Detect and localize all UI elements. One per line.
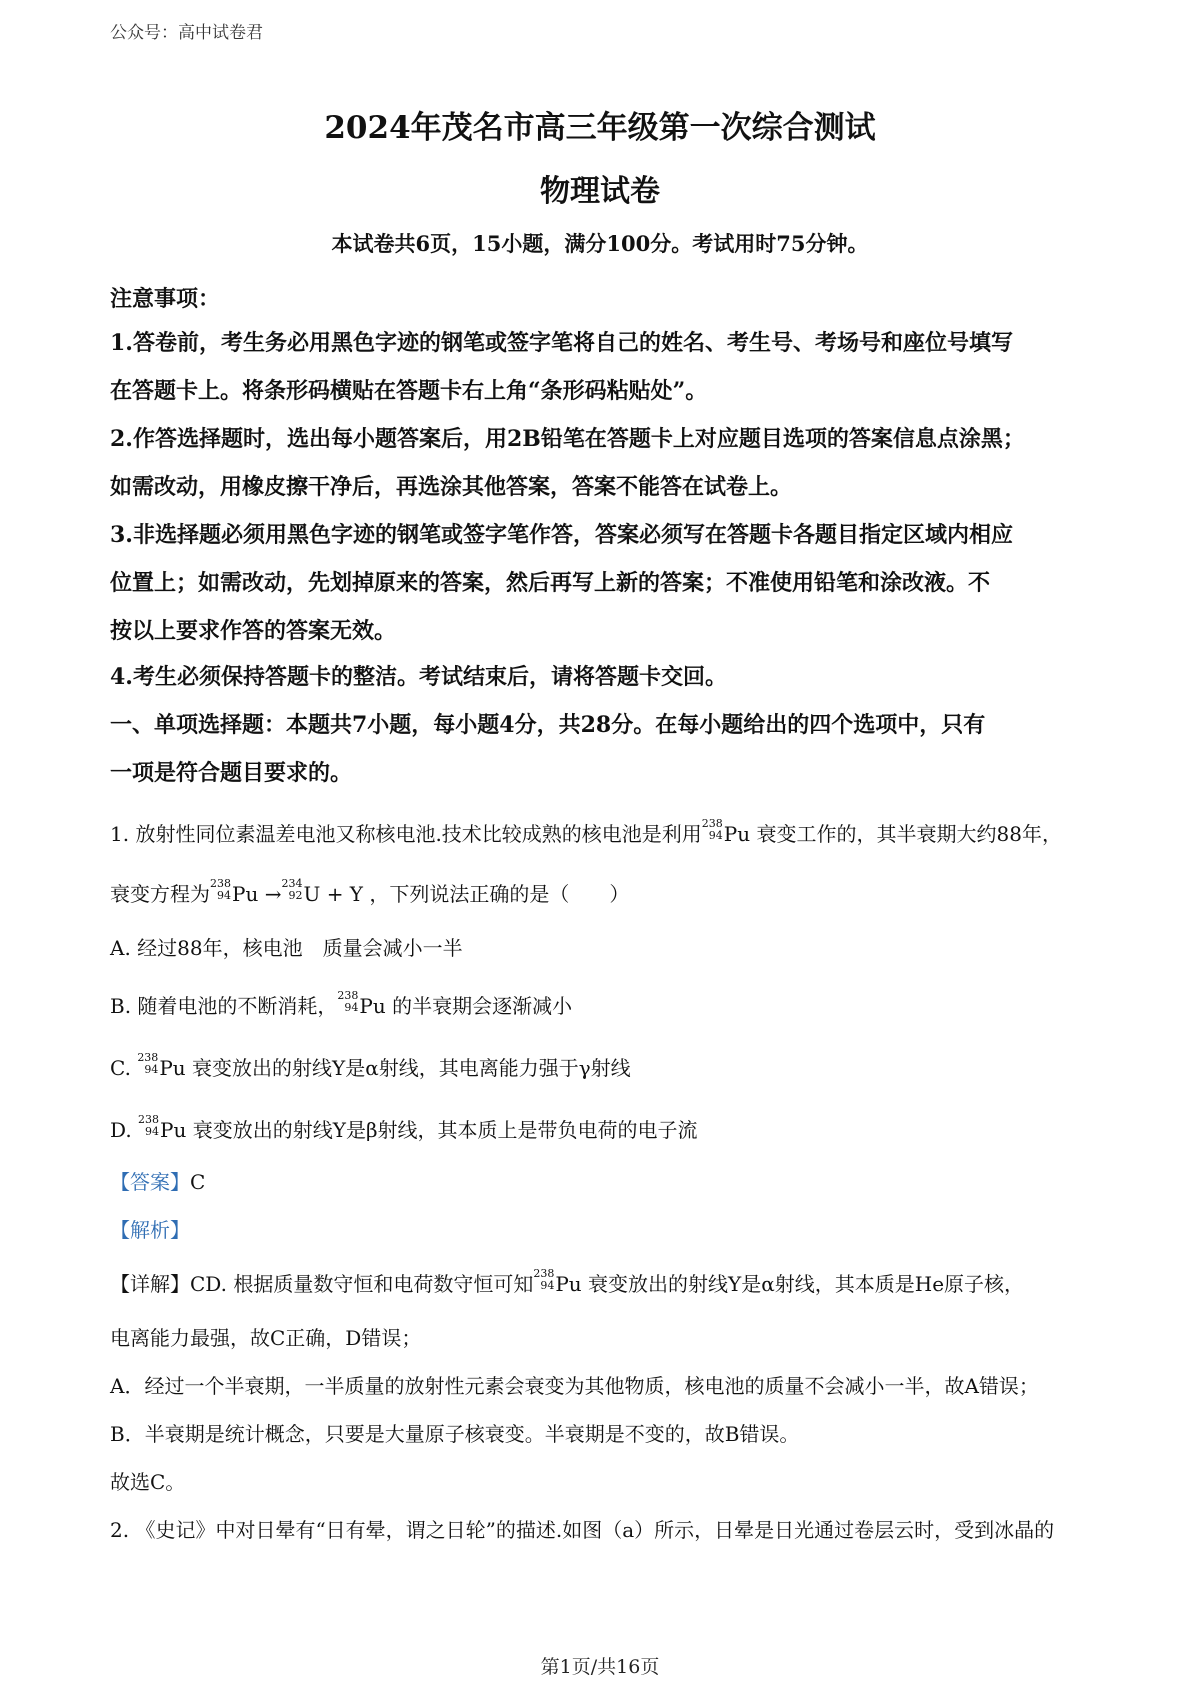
section-heading: 一项是符合题目要求的。 — [110, 760, 353, 786]
answer-label: 【答案】 — [110, 1170, 190, 1194]
notice-line: 1.答卷前，考生务必用黑色字迹的钢笔或签字笔将自己的姓名、考生号、考场号和座位号填写 — [110, 330, 1013, 356]
analysis-label: 【解析】 — [110, 1218, 190, 1242]
detail-line-1: 【详解】CD. 根据质量数守恒和电荷数守恒可知 238 94 Pu 衰变放出的射线Y是α射线，其本质是He原子核， — [110, 1266, 1025, 1296]
detail-line-5: 故选C。 — [110, 1470, 186, 1494]
detail-line-2: 电离能力最强，故C正确，D错误； — [110, 1326, 422, 1350]
answer-value: C — [190, 1170, 206, 1194]
notice-line: 位置上；如需改动，先划掉原来的答案，然后再写上新的答案；不准使用铅笔和涂改液。不 — [110, 570, 991, 596]
page-header: 公众号：高中试卷君 — [110, 23, 263, 43]
option-d: D. 238 94 Pu 衰变放出的射线Y是β射线，其本质上是带负电荷的电子流 — [110, 1112, 698, 1142]
exam-subtitle: 物理试卷 — [540, 174, 660, 209]
detail-line-3: A．经过一个半衰期，一半质量的放射性元素会衰变为其他物质，核电池的质量不会减小一半，故A错误； — [110, 1374, 1039, 1398]
question-1-stem — [110, 818, 1062, 848]
answer-line — [110, 1166, 205, 1195]
option-c: C. 238 94 Pu 衰变放出的射线Y是α射线，其电离能力强于γ射线 — [110, 1050, 631, 1080]
nuclide-pu: 238 94 Pu — [138, 1112, 187, 1142]
exam-title: 2024年茂名市高三年级第一次综合测试 — [324, 110, 876, 146]
section-heading: 一、单项选择题：本题共7小题，每小题4分，共28分。在每小题给出的四个选项中，只有 — [110, 712, 986, 738]
notice-line: 按以上要求作答的答案无效。 — [110, 618, 397, 644]
notice-heading: 注意事项： — [110, 286, 221, 312]
question-1-equation — [110, 878, 629, 908]
q1-text: 衰变工作的，其半衰期大约88年， — [756, 822, 1062, 846]
page-footer: 第1页/共16页 — [540, 1656, 660, 1678]
nuclide-pu: 238 94 Pu — [701, 816, 751, 846]
notice-line: 4.考生必须保持答题卡的整洁。考试结束后，请将答题卡交回。 — [110, 664, 727, 690]
option-b: B. 随着电池的不断消耗， 238 94 Pu 的半衰期会逐渐减小 — [110, 988, 573, 1018]
q1-text: ，下列说法正确的是（ ） — [369, 882, 630, 906]
arrow: → — [264, 882, 282, 906]
notice-line: 2.作答选择题时，选出每小题答案后，用2B铅笔在答题卡上对应题目选项的答案信息点涂黑； — [110, 426, 1025, 452]
notice-line: 在答题卡上。将条形码横贴在答题卡右上角“条形码粘贴处”。 — [110, 378, 708, 404]
nuclide-u: 234 92 U — [281, 876, 321, 906]
detail-line-4: B．半衰期是统计概念，只要是大量原子核衰变。半衰期是不变的，故B错误。 — [110, 1422, 800, 1446]
notice-line: 如需改动，用橡皮擦干净后，再选涂其他答案，答案不能答在试卷上。 — [110, 474, 793, 500]
q1-text: + Y — [326, 882, 364, 906]
notice-line: 3.非选择题必须用黑色字迹的钢笔或签字笔作答，答案必须写在答题卡各题目指定区域内相应 — [110, 522, 1013, 548]
question-2-stem: 2. 《史记》中对日晕有“日有晕，谓之日轮”的描述.如图（a）所示，日晕是日光通过卷层云时，受到冰晶的 — [110, 1518, 1055, 1542]
nuclide-pu: 238 94 Pu — [137, 1050, 186, 1080]
q1-text: 衰变方程为 — [110, 882, 210, 906]
exam-info: 本试卷共6页，15小题，满分100分。考试用时75分钟。 — [331, 231, 869, 256]
nuclide-pu: 238 94 Pu — [337, 988, 386, 1018]
q1-text: 1. 放射性同位素温差电池又称核电池.技术比较成熟的核电池是利用 — [110, 822, 702, 846]
nuclide-pu: 238 94 Pu — [210, 876, 259, 906]
nuclide-pu: 238 94 Pu — [533, 1266, 582, 1296]
option-a: A. 经过88年，核电池 质量会减小一半 — [110, 936, 463, 960]
